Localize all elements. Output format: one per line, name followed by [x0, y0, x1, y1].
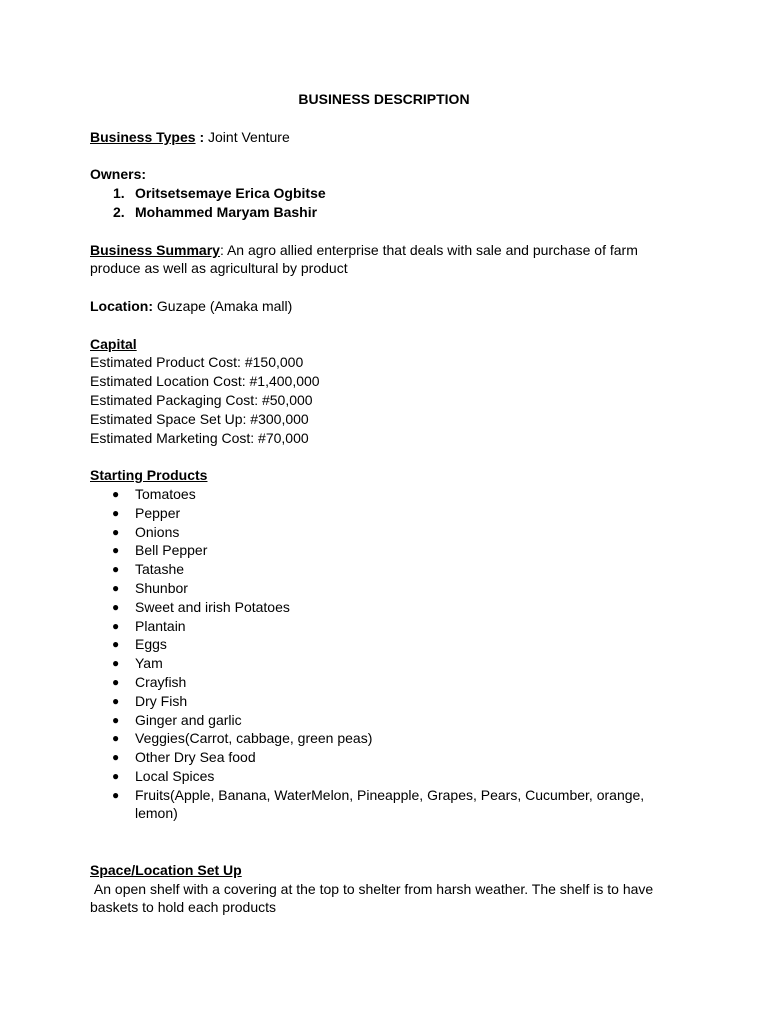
product-name: Eggs: [135, 636, 167, 653]
business-summary-text: : An agro allied enterprise that deals with sale and purchase of farm produce as well as agricultural by product: [90, 241, 638, 277]
location-line: [90, 297, 660, 316]
bullet-icon: ●: [112, 599, 120, 614]
space-setup-label: Space/Location Set Up: [90, 861, 242, 878]
business-types-label: Business Types: [90, 128, 196, 145]
document-page: [90, 90, 660, 917]
product-name: Dry Fish: [135, 692, 188, 709]
bullet-icon: ●: [112, 486, 120, 501]
product-item: [90, 598, 660, 617]
bullet-icon: ●: [112, 674, 120, 689]
bullet-icon: ●: [112, 618, 120, 633]
bullet-icon: ●: [112, 712, 120, 727]
owner-number: 1.: [113, 185, 125, 202]
product-item: [90, 579, 660, 598]
product-name: Local Spices: [135, 767, 215, 784]
product-item: [90, 617, 660, 636]
product-name: Ginger and garlic: [135, 711, 242, 728]
owner-name: Oritsetsemaye Erica Ogbitse: [135, 185, 326, 202]
product-name: Fruits(Apple, Banana, WaterMelon, Pineapple, Grapes, Pears, Cucumber, orange, lemon): [135, 786, 645, 822]
bullet-icon: ●: [112, 750, 120, 765]
product-item: [90, 673, 660, 692]
bullet-icon: ●: [112, 731, 120, 746]
capital-label: Capital: [90, 335, 137, 352]
capital-line: Estimated Space Set Up: #300,000: [90, 410, 309, 427]
business-types-line: [90, 128, 660, 147]
product-item: [90, 692, 660, 711]
capital-line: Estimated Product Cost: #150,000: [90, 354, 304, 371]
product-name: Plantain: [135, 617, 186, 634]
capital-list: [90, 353, 660, 447]
bullet-icon: ●: [112, 580, 120, 595]
owners-list: [90, 184, 660, 222]
owner-name: Mohammed Maryam Bashir: [135, 203, 318, 220]
bullet-icon: ●: [112, 693, 120, 708]
bullet-icon: ●: [112, 787, 120, 802]
capital-line: Estimated Marketing Cost: #70,000: [90, 429, 309, 446]
capital-line: Estimated Location Cost: #1,400,000: [90, 373, 320, 390]
business-summary-label: Business Summary: [90, 241, 220, 258]
product-item: [90, 541, 660, 560]
product-item: [90, 485, 660, 504]
product-name: Shunbor: [135, 579, 188, 596]
capital-line: Estimated Packaging Cost: #50,000: [90, 391, 313, 408]
space-setup-text: An open shelf with a covering at the top to shelter from harsh weather. The shelf is to have baskets to hold each products: [90, 880, 658, 916]
owners-label: Owners:: [90, 166, 147, 183]
owner-item: [90, 203, 660, 222]
bullet-icon: ●: [112, 656, 120, 671]
product-name: Bell Pepper: [135, 542, 208, 559]
document-title: BUSINESS DESCRIPTION: [298, 91, 470, 107]
location-value: Guzape (Amaka mall): [153, 297, 293, 314]
product-item: [90, 748, 660, 767]
owner-number: 2.: [113, 203, 125, 220]
bullet-icon: ●: [112, 637, 120, 652]
business-summary: [90, 241, 660, 279]
product-name: Sweet and irish Potatoes: [135, 598, 290, 615]
product-name: Pepper: [135, 504, 181, 521]
product-item: [90, 635, 660, 654]
product-name: Onions: [135, 523, 180, 540]
starting-products-list: [90, 485, 660, 823]
bullet-icon: ●: [112, 768, 120, 783]
product-name: Crayfish: [135, 673, 187, 690]
business-types-value: Joint Venture: [208, 128, 290, 145]
bullet-icon: ●: [112, 505, 120, 520]
starting-products-label: Starting Products: [90, 467, 208, 484]
product-name: Veggies(Carrot, cabbage, green peas): [135, 730, 373, 747]
product-name: Yam: [135, 655, 163, 672]
product-name: Tatashe: [135, 561, 185, 578]
product-item: [90, 504, 660, 523]
product-item: [90, 767, 660, 786]
product-item: [90, 729, 660, 748]
product-item: [90, 560, 660, 579]
product-item: [90, 786, 660, 824]
product-name: Tomatoes: [135, 485, 196, 502]
product-item: [90, 654, 660, 673]
bullet-icon: ●: [112, 524, 120, 539]
product-item: [90, 523, 660, 542]
business-types-separator: :: [195, 128, 209, 145]
bullet-icon: ●: [112, 562, 120, 577]
product-item: [90, 711, 660, 730]
owner-item: [90, 184, 660, 203]
location-label: Location:: [90, 297, 153, 314]
bullet-icon: ●: [112, 543, 120, 558]
product-name: Other Dry Sea food: [135, 749, 256, 766]
